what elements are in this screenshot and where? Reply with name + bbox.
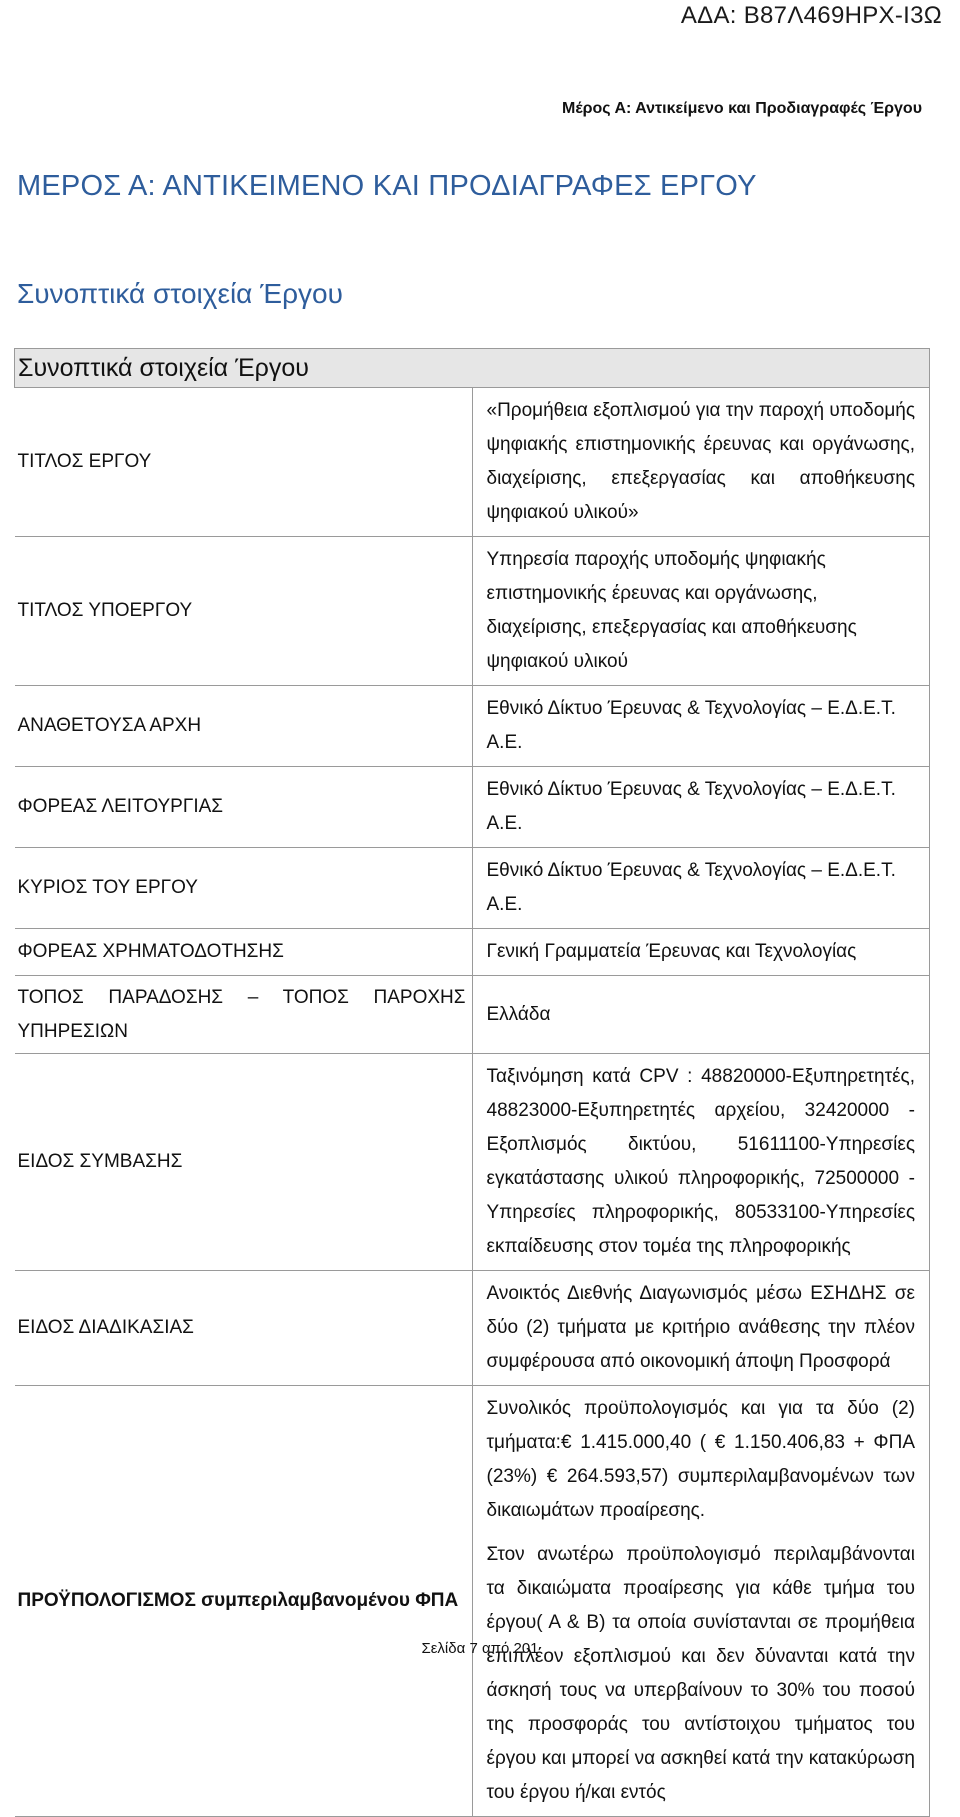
main-title: ΜΕΡΟΣ Α: ΑΝΤΙΚΕΙΜΕΝΟ ΚΑΙ ΠΡΟΔΙΑΓΡΑΦΕΣ ΕΡΓΟΥ <box>17 170 757 202</box>
row-value-project-title: «Προμήθεια εξοπλισμού για την παροχή υποδομής ψηφιακής επιστημονικής έρευνας και οργάνωσης, διαχείρισης, επεξεργασίας και αποθήκευσης ψηφιακού υλικού» <box>472 388 930 537</box>
row-label-contracting-authority: ΑΝΑΘΕΤΟΥΣΑ ΑΡΧΗ <box>15 686 473 767</box>
row-value-project-owner: Εθνικό Δίκτυο Έρευνας & Τεχνολογίας – Ε.Δ.Ε.Τ. Α.Ε. <box>472 848 930 929</box>
row-label-contract-type: ΕΙΔΟΣ ΣΥΜΒΑΣΗΣ <box>15 1054 473 1271</box>
project-summary-table <box>14 348 930 1817</box>
table-row <box>15 686 930 767</box>
table-row <box>15 767 930 848</box>
budget-options-paragraph: Στον ανωτέρω προϋπολογισμό περιλαμβάνονται τα δικαιώματα προαίρεσης για κάθε τμήμα του έργου( Α & Β) τα οποία συνίστανται σε προμήθεια επιπλέον εξοπλισμού και δεν δύνανται κατά την άσκησή τους να υπερβαίνουν το 30% του ποσού της προσφοράς του αντίστοιχου τμήματος του έργου και μπορεί να ασκηθεί κατά την κατακύρωση του έργου ή/και εντός <box>486 1544 915 1803</box>
row-value-budget <box>472 1386 930 1817</box>
row-value-procedure-type: Ανοικτός Διεθνής Διαγωνισμός μέσω ΕΣΗΔΗΣ σε δύο (2) τμήματα με κριτήριο ανάθεσης την πλέον συμφέρουσα από οικονομική άποψη Προσφορά <box>472 1271 930 1386</box>
row-value-operating-body: Εθνικό Δίκτυο Έρευνας & Τεχνολογίας – Ε.Δ.Ε.Τ. Α.Ε. <box>472 767 930 848</box>
budget-total-paragraph: Συνολικός προϋπολογισμός και για τα δύο (2) τμήματα:€ 1.415.000,40 ( € 1.150.406,83 + ΦΠΑ (23%) € 264.593,57) συμπεριλαμβανομένων των δικαιωμάτων προαίρεσης. <box>486 1398 915 1521</box>
table-row <box>15 848 930 929</box>
table-row <box>15 929 930 976</box>
table-row <box>15 976 930 1054</box>
table-row <box>15 537 930 686</box>
row-label-subproject-title: ΤΙΤΛΟΣ ΥΠΟΕΡΓΟΥ <box>15 537 473 686</box>
row-value-subproject-title: Υπηρεσία παροχής υποδομής ψηφιακής επιστημονικής έρευνας και οργάνωσης, διαχείρισης, επεξεργασίας και αποθήκευσης ψηφιακού υλικού <box>472 537 930 686</box>
table-row <box>15 1271 930 1386</box>
ada-code: ΑΔΑ: Β87Λ469ΗΡΧ-Ι3Ω <box>680 2 942 29</box>
row-value-delivery-place: Ελλάδα <box>472 976 930 1054</box>
row-label-project-title: ΤΙΤΛΟΣ ΕΡΓΟΥ <box>15 388 473 537</box>
table-caption: Συνοπτικά στοιχεία Έργου <box>15 349 930 388</box>
row-label-delivery-place: ΤΟΠΟΣ ΠΑΡΑΔΟΣΗΣ – ΤΟΠΟΣ ΠΑΡΟΧΗΣ ΥΠΗΡΕΣΙΩΝ <box>15 976 473 1054</box>
row-value-funding-body: Γενική Γραμματεία Έρευνας και Τεχνολογίας <box>472 929 930 976</box>
table-row <box>15 1054 930 1271</box>
row-label-operating-body: ΦΟΡΕΑΣ ΛΕΙΤΟΥΡΓΙΑΣ <box>15 767 473 848</box>
row-label-procedure-type: ΕΙΔΟΣ ΔΙΑΔΙΚΑΣΙΑΣ <box>15 1271 473 1386</box>
section-title: Συνοπτικά στοιχεία Έργου <box>17 278 343 309</box>
page-number: Σελίδα 7 από 201 <box>421 1640 539 1657</box>
row-value-contract-type: Ταξινόμηση κατά CPV : 48820000-Εξυπηρετητές, 48823000-Εξυπηρετητές αρχείου, 32420000 - Εξοπλισμός δικτύου, 51611100-Υπηρεσίες εγκατάστασης υλικού πληροφορικής, 72500000 - Υπηρεσίες πληροφορικής, 80533100-Υπηρεσίες εκπαίδευσης στον τομέα της πληροφορικής <box>472 1054 930 1271</box>
row-label-project-owner: ΚΥΡΙΟΣ ΤΟΥ ΕΡΓΟΥ <box>15 848 473 929</box>
row-label-budget: ΠΡΟΫΠΟΛΟΓΙΣΜΟΣ συμπεριλαμβανομένου ΦΠΑ <box>15 1386 473 1817</box>
row-value-contracting-authority: Εθνικό Δίκτυο Έρευνας & Τεχνολογίας – Ε.Δ.Ε.Τ. Α.Ε. <box>472 686 930 767</box>
table-row <box>15 388 930 537</box>
row-label-funding-body: ΦΟΡΕΑΣ ΧΡΗΜΑΤΟΔΟΤΗΣΗΣ <box>15 929 473 976</box>
table-row <box>15 1386 930 1817</box>
running-header: Μέρος Α: Αντικείμενο και Προδιαγραφές Έργου <box>562 100 922 117</box>
